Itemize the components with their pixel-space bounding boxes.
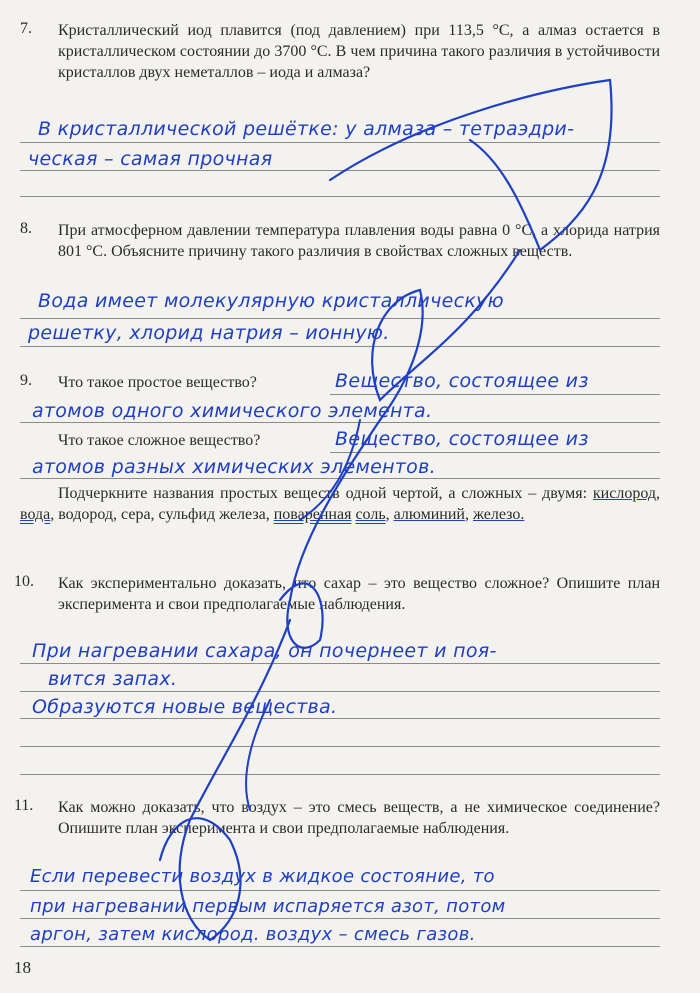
- handwritten-answer: решетку, хлорид натрия – ионную.: [28, 322, 390, 344]
- question-number: 8.: [20, 220, 32, 237]
- handwritten-answer: ческая – самая прочная: [28, 148, 273, 170]
- substance: водород: [58, 506, 114, 523]
- question-text: Как экспериментально доказать, что сахар – это вещество сложное? Опишите план эксперимента и свои предполагаемые наблюдения.: [58, 575, 660, 613]
- question-text: Что такое простое вещество?: [58, 374, 257, 391]
- substance-complex: соль: [355, 506, 386, 523]
- handwritten-answer: При нагревании сахара, он почернеет и поя-: [32, 640, 497, 662]
- question-number: 10.: [14, 573, 34, 590]
- handwritten-answer: Если перевести воздух в жидкое состояние, то: [30, 866, 495, 887]
- handwritten-answer: Вещество, состоящее из: [335, 370, 589, 392]
- handwritten-answer: Вода имеет молекулярную кристаллическую: [38, 290, 504, 312]
- handwritten-answer: В кристаллической решётке: у алмаза – тетраэдри-: [38, 118, 575, 140]
- instruction: Подчеркните названия простых веществ одной чертой, а сложных – двумя:: [58, 485, 588, 502]
- handwritten-answer: Вещество, состоящее из: [335, 428, 589, 450]
- substance: сульфид железа: [158, 506, 266, 523]
- substance-complex: поваренная: [273, 506, 352, 523]
- substance-simple: железо.: [472, 506, 525, 523]
- handwritten-answer: атомов одного химического элемента.: [32, 400, 433, 422]
- instruction-text: Подчеркните названия простых веществ одной чертой, а сложных – двумя: кислород, вода, водород, сера, сульфид железа, поваренная соль, алюминий, железо.: [20, 485, 661, 523]
- handwritten-answer: при нагревании первым испаряется азот, потом: [30, 896, 506, 917]
- question-text: Как можно доказать, что воздух – это смесь веществ, а не химическое соединение? Опишите план эксперимента и свои предполагаемые наблюдения.: [58, 799, 660, 837]
- question-text: Что такое сложное вещество?: [58, 432, 261, 449]
- substance-complex: вода: [20, 506, 51, 523]
- page-number: 18: [14, 958, 31, 977]
- handwritten-answer: атомов разных химических элементов.: [32, 456, 436, 478]
- question-number: 7.: [20, 20, 32, 37]
- handwritten-answer: Образуются новые вещества.: [32, 696, 338, 718]
- substance-simple: алюминий: [393, 506, 465, 523]
- question-text: При атмосферном давлении температура плавления воды равна 0 °С, а хлорида натрия 801 °С. Объясните причину такого различия в свойствах сложных веществ.: [58, 222, 660, 260]
- handwritten-answer: вится запах.: [48, 668, 178, 690]
- question-text: Кристаллический иод плавится (под давлением) при 113,5 °С, а алмаз остается в кристаллическом состоянии до 3700 °С. В чем причина такого различия в устойчивости кристаллов двух неметаллов – иода и алмаза?: [58, 22, 660, 81]
- question-number: 11.: [14, 797, 34, 814]
- substance-simple: кислород: [592, 485, 657, 502]
- handwritten-answer: аргон, затем кислород. воздух – смесь газов.: [30, 924, 476, 945]
- substance: сера: [121, 506, 151, 523]
- question-number: 9.: [20, 372, 32, 389]
